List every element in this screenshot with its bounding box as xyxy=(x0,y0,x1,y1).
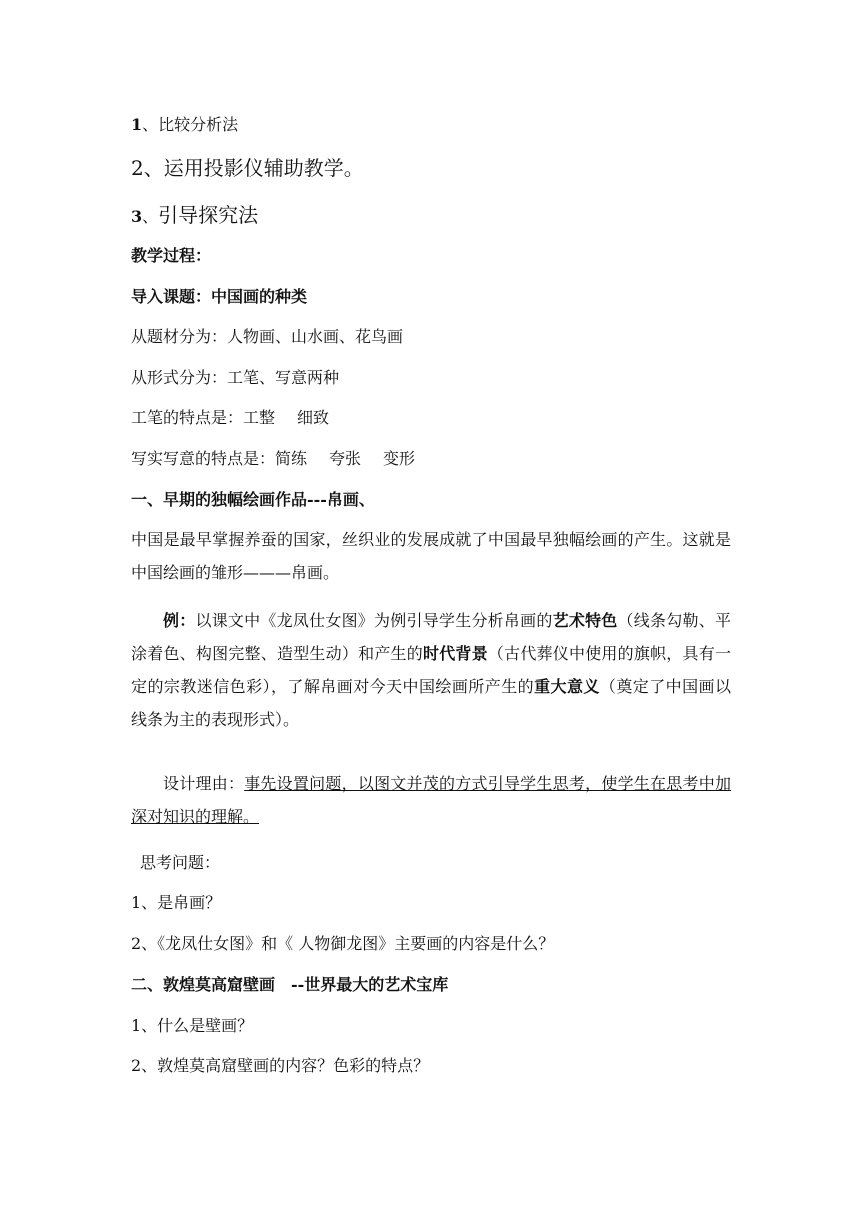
method-separator: 、 xyxy=(142,115,159,134)
method-separator: 、 xyxy=(143,156,164,180)
method-text: 比较分析法 xyxy=(158,115,239,134)
xieyi-item: 夸张 xyxy=(329,449,362,468)
example-text: （古代葬仪中使用的旗帜，具有一定的宗教迷信色彩），了解帛画对今天中国绘画所产生的 xyxy=(131,644,731,696)
process-heading: 教学过程： xyxy=(131,246,212,265)
example-label: 例： xyxy=(163,611,196,630)
xieyi-item: 变形 xyxy=(383,449,416,468)
example-keyword: 时代背景 xyxy=(422,644,488,663)
question-item: 2、《龙凤仕女图》和《 人物御龙图》主要画的内容是什么？ xyxy=(131,934,555,953)
intro-heading: 导入课题：中国画的种类 xyxy=(131,287,308,306)
design-label: 设计理由： xyxy=(163,774,245,793)
xieyi-label: 写实写意的特点是：简练 xyxy=(131,449,308,468)
method-item-2 xyxy=(131,155,364,181)
gongbi-item: 细致 xyxy=(297,408,330,427)
method-number: 3 xyxy=(131,207,143,226)
example-text: （奠定了中国画以线条为主的表现形式）。 xyxy=(131,677,731,729)
question-item: 2、敦煌莫高窟壁画的内容？色彩的特点？ xyxy=(131,1056,430,1075)
gongbi-label: 工笔的特点是：工整 xyxy=(131,408,276,427)
section2-heading: 二、敦煌莫高窟壁画 --世界最大的艺术宝库 xyxy=(131,975,449,994)
method-text: 运用投影仪辅助教学。 xyxy=(163,156,364,180)
question-item: 1、什么是壁画？ xyxy=(131,1016,254,1035)
method-text: 引导探究法 xyxy=(158,203,259,227)
gongbi-line xyxy=(131,407,329,429)
xieyi-line xyxy=(131,448,415,470)
think-heading: 思考问题： xyxy=(140,853,221,872)
intro-line-subject: 从题材分为：人物画、山水画、花鸟画 xyxy=(131,327,404,346)
example-keyword: 艺术特色 xyxy=(552,611,618,630)
section1-heading: 一、早期的独幅绘画作品---帛画、 xyxy=(131,490,375,509)
method-separator: 、 xyxy=(142,207,159,226)
method-item-1 xyxy=(131,114,238,136)
method-number: 2 xyxy=(131,156,144,180)
design-rationale xyxy=(131,767,731,833)
example-paragraph xyxy=(131,604,731,736)
example-text: （线条勾勒、平涂着色、构图完整、造型生动）和产生的 xyxy=(131,611,731,663)
method-item-3 xyxy=(131,202,258,228)
method-number: 1 xyxy=(131,115,143,134)
intro-line-form: 从形式分为：工笔、写意两种 xyxy=(131,368,340,387)
example-keyword: 重大意义 xyxy=(534,677,600,696)
design-text: 事先设置问题，以图文并茂的方式引导学生思考，使学生在思考中加深对知识的理解。 xyxy=(131,774,731,826)
question-item: 1、是帛画？ xyxy=(131,893,222,912)
example-text: 以课文中《龙凤仕女图》为例引导学生分析帛画的 xyxy=(195,611,553,630)
section1-paragraph: 中国是最早掌握养蚕的国家，丝织业的发展成就了中国最早独幅绘画的产生。这就是中国绘画的雏形———帛画。 xyxy=(131,530,731,582)
